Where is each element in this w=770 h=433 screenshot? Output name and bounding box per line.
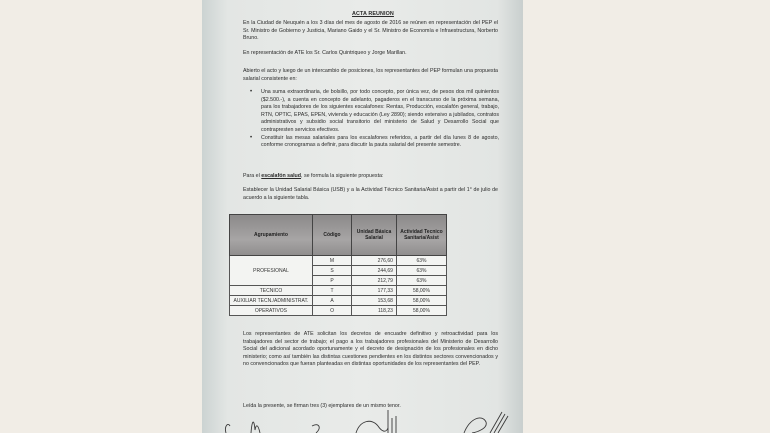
- cell-code: P: [312, 276, 351, 286]
- cell-usb: 276,60: [352, 256, 397, 266]
- cell-usb: 212,79: [352, 276, 397, 286]
- bullet-item: • Constituir las mesas salariales para los escalafones referidos, a partir del día lunes 8 de agosto, conforme cronogramas a definir, para discutir la pauta salarial del presente semestre.: [261, 135, 499, 150]
- document-photo: [202, 0, 523, 433]
- text-prefix: Para el: [243, 173, 262, 179]
- paragraph-proposal-intro: Abierto el acto y luego de un intercambio de posiciones, los representantes del PEP formulan una propuesta salarial consistente en:: [243, 68, 498, 82]
- cell-code: S: [312, 266, 351, 276]
- paragraph-usb-intro: Establecer la Unidad Salarial Básica (USB) y a la Actividad Técnico Sanitaria/Asist a partir del 1° de julio de acuerdo a la siguiente tabla.: [243, 187, 498, 201]
- salary-table: [229, 214, 447, 316]
- cell-code: A: [312, 296, 351, 306]
- cell-usb: 177,33: [352, 286, 397, 296]
- cell-group: PROFESIONAL: [230, 256, 313, 286]
- proposal-bullet-list: [261, 89, 499, 150]
- bullet-item: • Una suma extraordinaria, de bolsillo, por todo concepto, por única vez, de pesos dos mil quinientos ($2.500.-), a cuenta en concepto de adelanto, pagaderos en el transcurso de la próxima semana, para los trabajadores de los siguientes escalafones: Rentas, Producción, escalafón general, trabajo, RTN, OPTIC, EPAS, EPEN, vivienda y educación (Ley 2890); siendo extensivo a jubilados, contratos administrativos y subsidio social transitorio del ministerio de Salud y Desarrollo Social que contrapresten servicios efectivos.: [261, 89, 499, 135]
- table-row: [230, 296, 447, 306]
- cell-group: TECNICO: [230, 286, 313, 296]
- cell-activity: 63%: [396, 266, 446, 276]
- text-suffix: , se formula la siguiente propuesta:: [301, 173, 384, 179]
- table-row: [230, 286, 447, 296]
- cell-activity: 63%: [396, 256, 446, 266]
- escalafon-salud-label: escalafón salud: [261, 173, 302, 179]
- header-codigo: Código: [312, 215, 351, 256]
- header-actividad: Actividad Tecnico Sanitaria/Asist: [396, 215, 446, 256]
- header-agrupamiento: Agrupamiento: [230, 215, 313, 256]
- cell-usb: 118,23: [352, 306, 397, 316]
- cell-activity: 58,00%: [396, 286, 446, 296]
- cell-usb: 244,69: [352, 266, 397, 276]
- paragraph-ate-representatives: En representación de ATE los Sr. Carlos Quintriqueo y Jorge Marillan.: [243, 50, 407, 56]
- paragraph-escalafon-salud: [243, 173, 498, 181]
- paragraph-opening: En la Ciudad de Neuquén a los 3 días del mes de agosto de 2016 se reúnen en representación del PEP el Sr. Ministro de Gobierno y Justicia, Mariano Gaido y el Sr. Ministro de Economía e Infraestructura, Norberto Bruno.: [243, 20, 498, 42]
- cell-activity: 58,00%: [396, 306, 446, 316]
- cell-usb: 153,68: [352, 296, 397, 306]
- table-row: [230, 306, 447, 316]
- table-header-row: [230, 215, 447, 256]
- cell-activity: 58,00%: [396, 296, 446, 306]
- cell-code: M: [312, 256, 351, 266]
- table-row: [230, 256, 447, 266]
- cell-group: AUXILIAR TECN./ADMINISTRAT.: [230, 296, 313, 306]
- document-title: ACTA REUNION: [352, 11, 394, 17]
- header-unidad-basica: Unidad Básica Salarial: [352, 215, 397, 256]
- paragraph-ate-requests: Los representantes de ATE solicitan los decretos de encuadre definitivo y retroactividad para los trabajadores del sector de trabajo; el pago a los trabajadores profesionales del Ministerio de Desarrollo Social del adicional acordado oportunamente y el decreto de designación de los profesionales en dicho ministerio; como así también las distintas cuestiones pendientes en los distintos sectores convencionados y no convencionados que fueran planteadas en distintas oportunidades de los representantes del PEP.: [243, 331, 498, 368]
- cell-activity: 63%: [396, 276, 446, 286]
- signatures-icon: [202, 410, 523, 433]
- paragraph-closing: Leída la presente, se firman tres (3) ejemplares de un mismo tenor.: [243, 403, 401, 409]
- cell-group: OPERATIVOS: [230, 306, 313, 316]
- cell-code: T: [312, 286, 351, 296]
- cell-code: O: [312, 306, 351, 316]
